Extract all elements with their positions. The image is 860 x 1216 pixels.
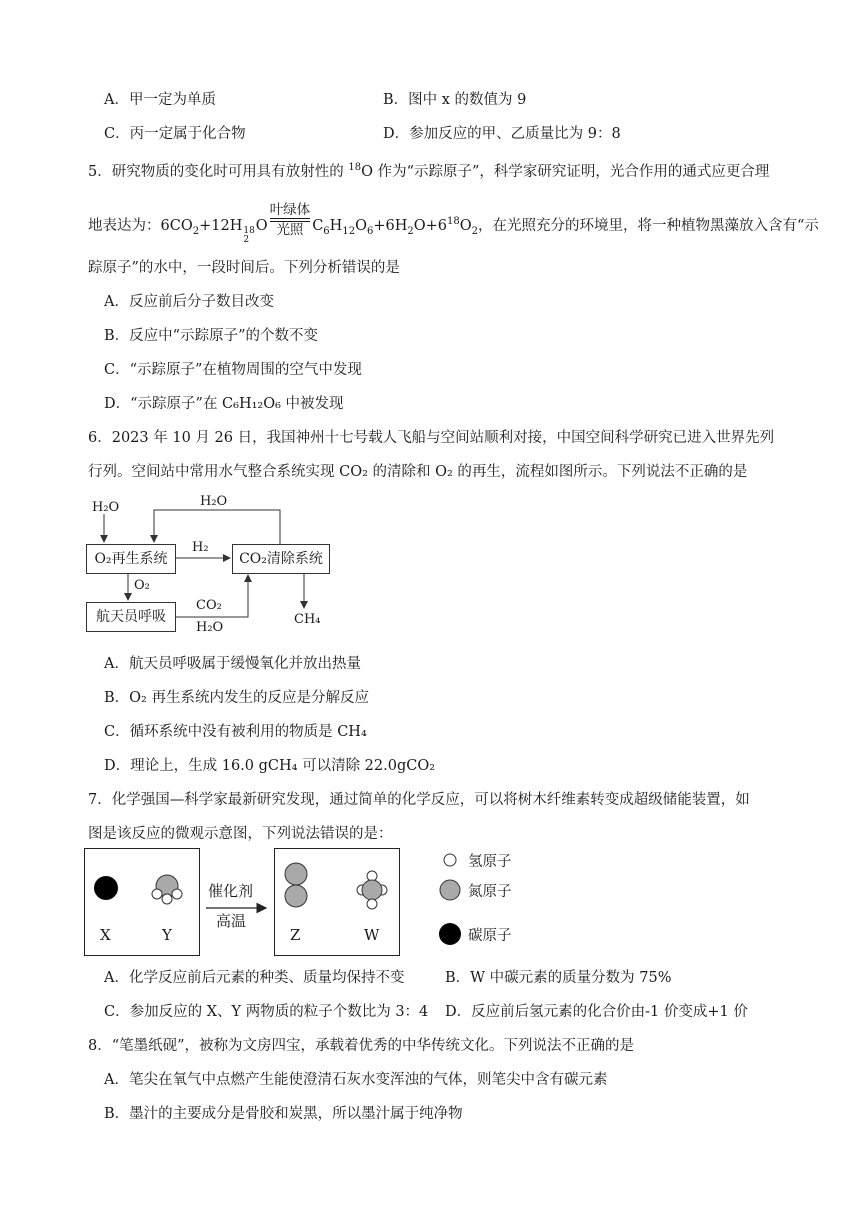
- label-ch4: CH₄: [294, 612, 321, 627]
- q6-stem-line2: 行列。空间站中常用水气整合系统实现 CO₂ 的清除和 O₂ 的再生，流程如图所示。下列说法不正确的是: [88, 464, 748, 480]
- legend-carbon: 碳原子: [468, 928, 512, 944]
- q7-micro-diagram: [84, 848, 784, 958]
- q5-option-d: D．“示踪原子”在 C₆H₁₂O₆ 中被发现: [104, 396, 344, 412]
- q4-option-d: D．参加反应的甲、乙质量比为 9：8: [383, 126, 621, 142]
- label-h2: H₂: [192, 540, 209, 555]
- q5-stem-line3: 踪原子”的水中，一段时间后。下列分析错误的是: [88, 260, 400, 276]
- label-catalyst: 催化剂: [208, 882, 254, 900]
- q7-option-d: D．反应前后氢元素的化合价由-1 价变成+1 价: [445, 1004, 748, 1020]
- o2-regeneration-system-box: O₂再生系统: [86, 544, 176, 574]
- q5-equation-line: 地表达为：$6CO_2+12H$ 18 2 O $\frac{\text{叶绿体}}{\text{光照}}$ $C_6H_{12}O_6+6H_2O+6^{18}O_2$，在光照充分的环境里，将一种植物黑藻放入含有“示: [88, 202, 819, 245]
- q7-stem-line1: 7．化学强国—科学家最新研究发现，通过简单的化学反应，可以将树木纤维素转变成超级储能装置，如: [88, 792, 750, 808]
- q8-option-b: B．墨汁的主要成分是骨胶和炭黑，所以墨汁属于纯净物: [104, 1106, 463, 1122]
- q7-option-b: B．W 中碳元素的质量分数为 75%: [445, 970, 672, 986]
- label-co2: CO₂: [196, 598, 222, 613]
- label-h2o-bottom: H₂O: [196, 620, 224, 635]
- q6-option-d: D．理论上，生成 16.0 gCH₄ 可以清除 22.0gCO₂: [104, 758, 436, 774]
- reaction-condition: $\frac{\text{叶绿体}}{\text{光照}}$: [269, 202, 311, 238]
- q7-stem-line2: 图是该反应的微观示意图，下列说法错误的是：: [88, 826, 393, 842]
- q7-option-c: C．参加反应的 X、Y 两物质的粒子个数比为 3：4: [104, 1004, 429, 1020]
- co2-removal-system-box: CO₂清除系统: [232, 544, 330, 574]
- label-z: Z: [290, 926, 301, 944]
- label-h2o-in: H₂O: [92, 500, 120, 515]
- q6-option-a: A．航天员呼吸属于缓慢氧化并放出热量: [104, 656, 361, 672]
- q5-option-b: B．反应中“示踪原子”的个数不变: [104, 328, 318, 344]
- q6-option-b: B．O₂ 再生系统内发生的反应是分解反应: [104, 690, 369, 706]
- q6-flow-diagram: [84, 494, 374, 634]
- carbon-atom-x: [94, 876, 118, 900]
- q8-option-a: A．笔尖在氧气中点燃产生能使澄清石灰水变浑浊的气体，则笔尖中含有碳元素: [104, 1072, 608, 1088]
- astronaut-breathing-box: 航天员呼吸: [86, 602, 176, 632]
- q6-stem-line1: 6．2023 年 10 月 26 日，我国神州十七号载人飞船与空间站顺利对接，中国空间科学研究已进入世界先列: [88, 430, 775, 446]
- label-h2o-top: H₂O: [200, 494, 228, 509]
- q6-option-c: C．循环系统中没有被利用的物质是 CH₄: [104, 724, 367, 740]
- legend-nitrogen: 氮原子: [468, 884, 512, 900]
- label-w: W: [364, 926, 380, 944]
- q5-option-a: A．反应前后分子数目改变: [104, 294, 274, 310]
- legend-hydrogen: 氢原子: [468, 854, 512, 870]
- label-x: X: [100, 926, 111, 944]
- q5-option-c: C．“示踪原子”在植物周围的空气中发现: [104, 362, 362, 378]
- label-high-temp: 高温: [216, 912, 247, 930]
- legend-carbon-icon: [439, 923, 461, 945]
- q4-option-c: C．丙一定属于化合物: [104, 126, 246, 142]
- q7-option-a: A．化学反应前后元素的种类、质量均保持不变: [104, 970, 405, 986]
- label-y: Y: [162, 926, 172, 944]
- legend-nitrogen-icon: [440, 880, 460, 900]
- q4-option-b: B．图中 x 的数值为 9: [383, 92, 527, 108]
- legend-hydrogen-icon: [444, 854, 456, 866]
- q4-option-a: A．甲一定为单质: [104, 92, 216, 108]
- q8-stem: 8．“笔墨纸砚”，被称为文房四宝，承载着优秀的中华传统文化。下列说法不正确的是: [88, 1038, 635, 1054]
- q5-stem-line1: 5．研究物质的变化时可用具有放射性的 $^{18}$O 作为“示踪原子”，科学家研究证明，光合作用的通式应更合理: [88, 162, 770, 180]
- label-o2: O₂: [134, 578, 150, 593]
